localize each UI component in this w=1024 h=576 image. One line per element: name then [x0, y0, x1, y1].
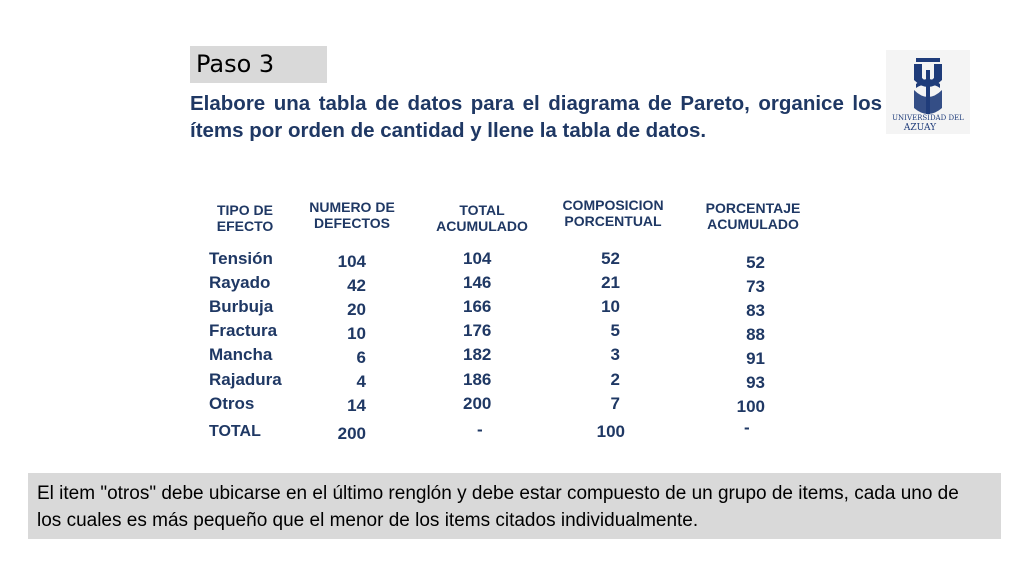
step-title: Paso 3: [196, 50, 275, 78]
row-total: 146: [463, 273, 492, 292]
row-porcentaje: 88: [746, 325, 765, 344]
row-composicion: 5: [610, 321, 620, 340]
header-numero: NUMERO DE DEFECTOS: [309, 199, 395, 231]
row-porcentaje: 73: [746, 277, 765, 296]
row-tipo: Rayado: [209, 273, 271, 292]
note-text: El item "otros" debe ubicarse en el último renglón y debe estar compuesto de un grupo de items, cada uno de los cuales es más pequeño que el menor de los items citados individualmente.: [37, 483, 959, 531]
row-numero: 4: [356, 372, 366, 391]
row-tipo: Burbuja: [209, 297, 274, 316]
row-total: 166: [463, 297, 492, 316]
note-box: [28, 473, 1001, 539]
row-numero: 14: [347, 396, 366, 415]
row-porcentaje: 83: [746, 301, 765, 320]
row-total: 182: [463, 345, 492, 364]
row-tipo: Otros: [209, 394, 255, 413]
total-total: -: [477, 420, 483, 439]
header-composicion: COMPOSICION PORCENTUAL: [562, 197, 664, 229]
row-numero: 104: [337, 252, 366, 271]
row-total: 104: [463, 249, 492, 268]
header-tipo: TIPO DE EFECTO: [216, 202, 274, 234]
total-composicion: 100: [596, 422, 625, 441]
total-label: TOTAL: [209, 423, 261, 440]
total-porcentaje: -: [744, 418, 750, 437]
row-porcentaje: 52: [746, 253, 765, 272]
row-total: 186: [463, 370, 492, 389]
logo-line1: UNIVERSIDAD DEL: [892, 114, 964, 122]
intro-text: Elabore una tabla de datos para el diagrama de Pareto, organice los ítems por orden de cantidad y llene la tabla de datos.: [190, 92, 882, 142]
step-title-box: [190, 46, 327, 83]
row-tipo: Rajadura: [209, 370, 282, 389]
row-numero: 20: [347, 300, 366, 319]
total-numero: 200: [337, 424, 366, 443]
row-tipo: Fractura: [209, 321, 278, 340]
logo-line2: AZUAY: [903, 123, 937, 133]
row-composicion: 7: [610, 394, 620, 413]
row-tipo: Tensión: [209, 249, 273, 268]
row-numero: 6: [356, 348, 366, 367]
row-total: 200: [463, 394, 492, 413]
row-composicion: 52: [601, 249, 620, 268]
row-total: 176: [463, 321, 492, 340]
row-porcentaje: 100: [736, 397, 765, 416]
row-composicion: 21: [601, 273, 620, 292]
row-numero: 10: [347, 324, 366, 343]
row-composicion: 10: [601, 297, 620, 316]
row-porcentaje: 93: [746, 373, 765, 392]
row-numero: 42: [347, 276, 366, 295]
row-composicion: 2: [610, 370, 620, 389]
row-tipo: Mancha: [209, 345, 273, 364]
row-porcentaje: 91: [746, 349, 765, 368]
row-composicion: 3: [610, 345, 620, 364]
header-porcentaje: PORCENTAJE ACUMULADO: [705, 200, 801, 232]
header-total: TOTAL ACUMULADO: [436, 202, 528, 234]
university-crest-icon: [886, 50, 970, 134]
